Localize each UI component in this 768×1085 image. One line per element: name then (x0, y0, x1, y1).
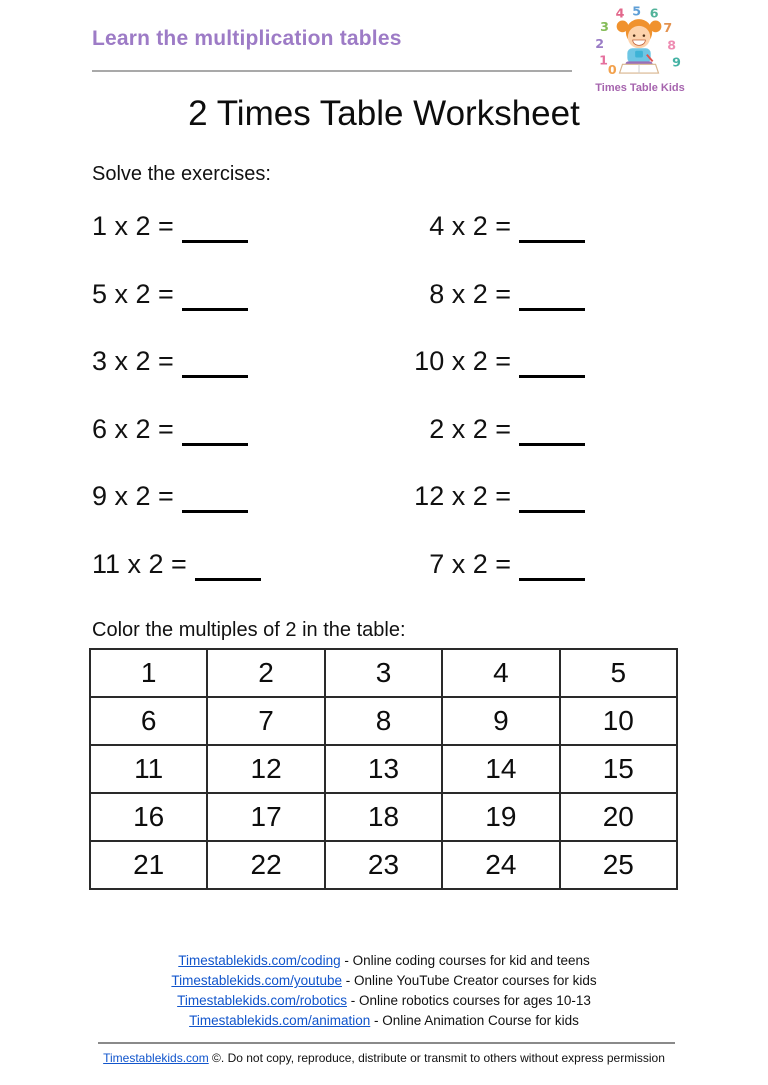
footer-link-desc: - Online Animation Course for kids (370, 1013, 579, 1028)
table-cell: 11 (90, 745, 207, 793)
exercise-equation (92, 481, 414, 513)
footer-link-coding[interactable]: Timestablekids.com/coding (178, 953, 341, 968)
equation-text: 10 x 2 = (414, 346, 511, 376)
table-cell: 17 (207, 793, 324, 841)
footer-link-line (0, 991, 768, 1011)
exercise-equation (92, 346, 414, 378)
table-row (90, 697, 677, 745)
table-cell: 25 (560, 841, 677, 889)
table-row (90, 649, 677, 697)
table-cell: 10 (560, 697, 677, 745)
solve-exercises-heading: Solve the exercises: (92, 163, 271, 185)
exercise-equation (92, 414, 414, 446)
table-cell: 8 (325, 697, 442, 745)
logo-digit: 6 (649, 5, 659, 21)
table-cell: 7 (207, 697, 324, 745)
copyright-line (0, 1051, 768, 1065)
footer-divider (98, 1042, 675, 1044)
equation-text: 6 x 2 = (92, 413, 174, 444)
logo-digit: 8 (667, 37, 677, 53)
equation-text: 12 x 2 = (414, 481, 511, 511)
logo-digit: 2 (595, 35, 605, 51)
table-cell: 15 (560, 745, 677, 793)
footer-link-desc: - Online YouTube Creator courses for kids (341, 973, 597, 988)
table-cell: 19 (442, 793, 559, 841)
footer-link-desc: - Online robotics courses for ages 10-13 (346, 993, 591, 1008)
logo-caption: Times Table Kids (595, 82, 685, 94)
footer-link-line (0, 951, 768, 971)
table-cell: 16 (90, 793, 207, 841)
table-cell: 22 (207, 841, 324, 889)
answer-blank (519, 240, 585, 243)
footer-link-animation[interactable]: Timestablekids.com/animation (189, 1013, 371, 1028)
equation-text: 11 x 2 = (92, 548, 187, 579)
logo-digit: 7 (663, 20, 673, 36)
table-cell: 18 (325, 793, 442, 841)
table-cell: 12 (207, 745, 324, 793)
footer-links (0, 951, 768, 1031)
exercise-equation (429, 549, 585, 581)
equation-text: 5 x 2 = (92, 278, 174, 309)
answer-blank (182, 443, 248, 446)
logo-digit: 5 (632, 4, 642, 19)
kid-figure (617, 19, 662, 73)
table-cell: 1 (90, 649, 207, 697)
table-cell: 4 (442, 649, 559, 697)
table-cell: 13 (325, 745, 442, 793)
exercise-equation (429, 414, 585, 446)
exercise-equation (414, 481, 585, 513)
answer-blank (519, 578, 585, 581)
logo-digit: 9 (672, 54, 681, 70)
table-cell: 23 (325, 841, 442, 889)
footer-link-youtube[interactable]: Timestablekids.com/youtube (171, 973, 342, 988)
table-cell: 2 (207, 649, 324, 697)
answer-blank (182, 308, 248, 311)
answer-blank (519, 375, 585, 378)
equation-text: 9 x 2 = (92, 481, 174, 511)
copyright-text: ©. Do not copy, reproduce, distribute or transmit to others without express permission (208, 1051, 665, 1065)
exercise-equation (429, 279, 585, 311)
footer-link-robotics[interactable]: Timestablekids.com/robotics (177, 993, 347, 1008)
exercise-equation (429, 211, 585, 243)
table-cell: 6 (90, 697, 207, 745)
footer-link-line (0, 1011, 768, 1031)
equation-text: 7 x 2 = (429, 548, 511, 579)
answer-blank (182, 240, 248, 243)
table-cell: 3 (325, 649, 442, 697)
logo-digit: 1 (599, 52, 608, 68)
multiples-table (89, 648, 678, 890)
equation-text: 1 x 2 = (92, 211, 174, 241)
kids-logo-illustration (588, 4, 692, 76)
answer-blank (182, 510, 248, 513)
table-cell: 14 (442, 745, 559, 793)
copyright-home-link[interactable]: Timestablekids.com (103, 1051, 209, 1065)
exercise-equation (92, 549, 414, 581)
table-row (90, 793, 677, 841)
equation-text: 2 x 2 = (429, 413, 511, 444)
exercise-equation (414, 346, 585, 378)
table-row (90, 745, 677, 793)
table-cell: 24 (442, 841, 559, 889)
table-cell: 9 (442, 697, 559, 745)
page-tagline: Learn the multiplication tables (92, 27, 402, 50)
answer-blank (519, 443, 585, 446)
worksheet-title: 2 Times Table Worksheet (188, 94, 580, 133)
table-cell: 20 (560, 793, 677, 841)
equation-text: 4 x 2 = (429, 211, 511, 241)
exercise-equation (92, 279, 414, 311)
color-table-heading: Color the multiples of 2 in the table: (92, 619, 406, 641)
exercise-equation (92, 211, 414, 243)
logo-digit: 4 (615, 5, 625, 21)
footer-link-line (0, 971, 768, 991)
brand-logo (586, 4, 694, 94)
answer-blank (195, 578, 261, 581)
equation-text: 8 x 2 = (429, 278, 511, 309)
table-cell: 21 (90, 841, 207, 889)
exercises-grid (92, 211, 585, 581)
answer-blank (519, 308, 585, 311)
equation-text: 3 x 2 = (92, 346, 174, 376)
logo-digit: 3 (600, 19, 609, 35)
table-cell: 5 (560, 649, 677, 697)
footer-link-desc: - Online coding courses for kid and teens (340, 953, 590, 968)
header-divider (92, 70, 572, 72)
answer-blank (519, 510, 585, 513)
logo-digit: 0 (607, 62, 617, 76)
table-row (90, 841, 677, 889)
answer-blank (182, 375, 248, 378)
